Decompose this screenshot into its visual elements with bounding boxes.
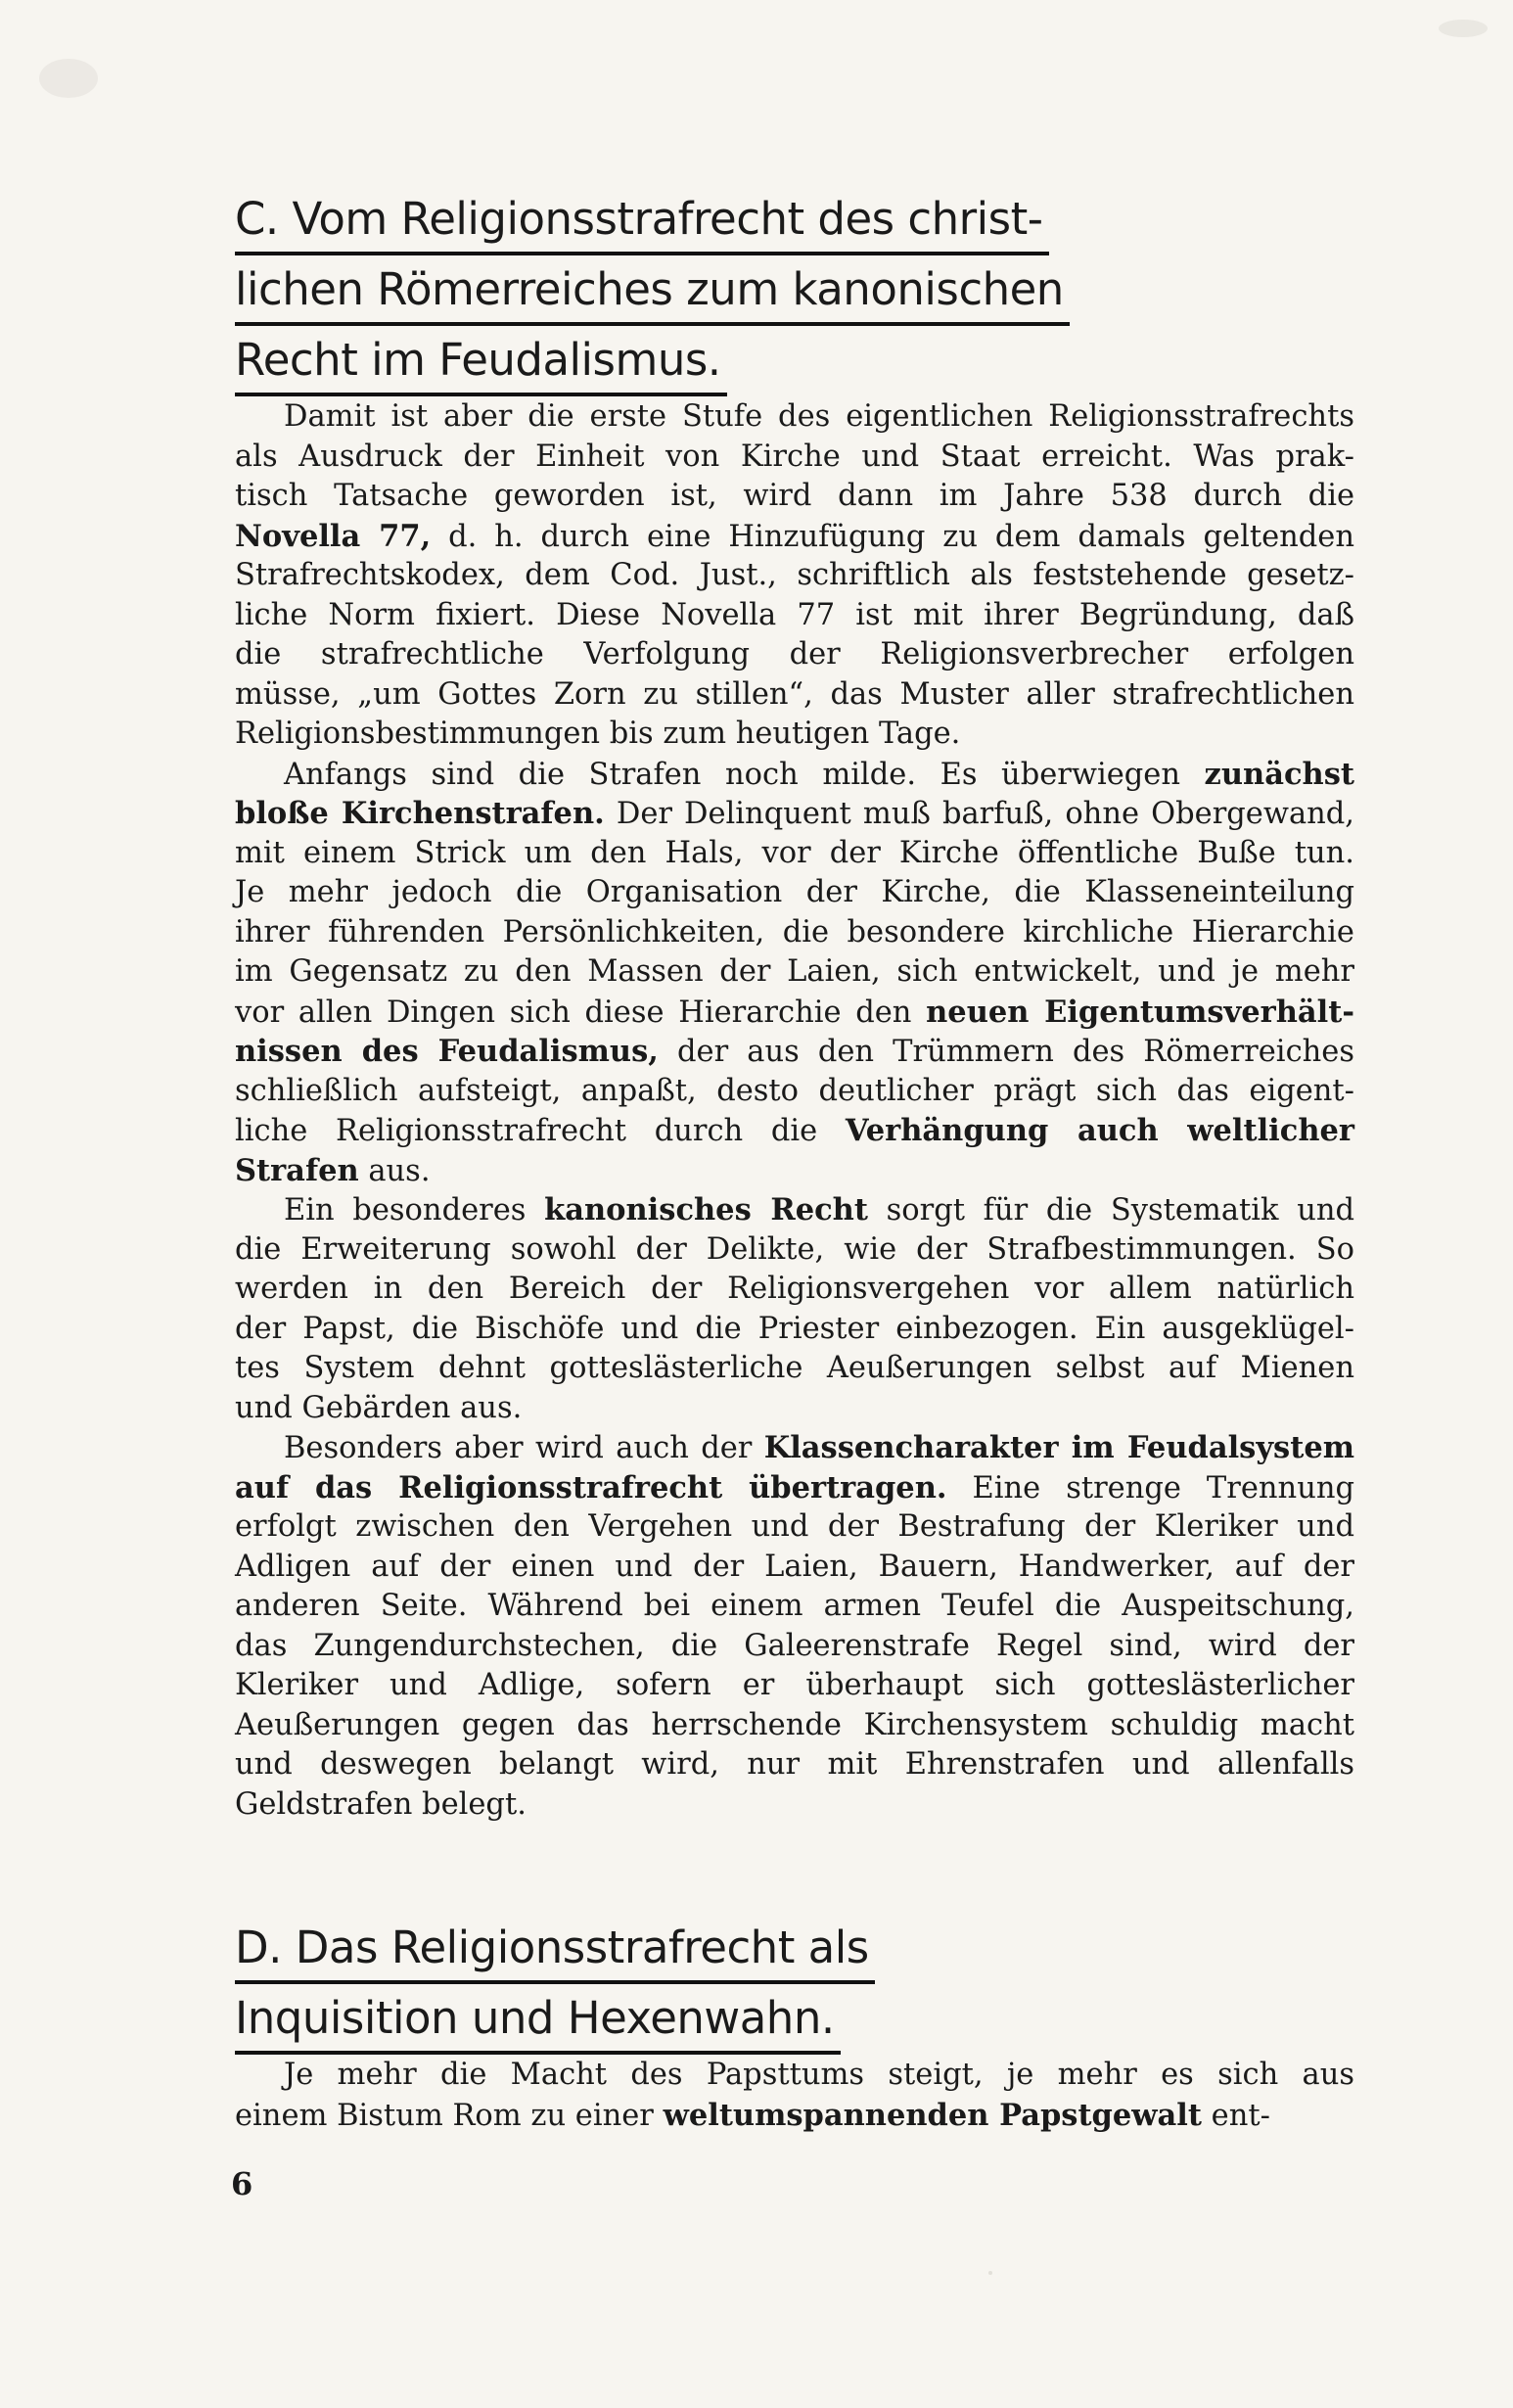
text-line [235,438,1354,478]
text-run: mit einem Strick um den Hals, vor der Kirche öffentliche Buße tun. [235,835,1354,870]
bold-run: neuen Eigentumsverhält- [926,994,1354,1030]
text-run: der Papst, die Bischöfe und die Priester einbezogen. Ein ausgeklügel- [235,1311,1354,1346]
text-line [235,913,1354,953]
text-line [235,1389,1354,1429]
bold-run: auf das Religionsstrafrecht übertragen. [235,1469,947,1505]
text-line [235,1230,1354,1271]
text-run: Strafrechtskodex, dem Cod. Just., schriftlich als feststehende gesetz- [235,558,1354,592]
text-run: einem Bistum Rom zu einer [235,2098,664,2133]
bold-run: zunächst [1204,756,1354,792]
text-run: tisch Tatsache geworden ist, wird dann im Jahre 538 durch die [235,479,1354,513]
text-line [235,1785,1354,1826]
text-run: sorgt für die Systematik und [867,1193,1355,1227]
text-line [235,1072,1354,1112]
text-run: vor allen Dingen sich diese Hierarchie den [235,995,927,1030]
text-line [235,2096,1354,2136]
bold-run: Klassencharakter im Feudalsystem [763,1430,1354,1465]
bold-run: nissen des Feudalismus, [235,1034,659,1069]
text-line [235,596,1354,636]
text-run: Je mehr die Macht des Papsttums steigt, je mehr es sich aus [284,2058,1354,2092]
paragraph [235,1190,1354,1428]
text-line [235,1428,1354,1468]
text-run: und deswegen belangt wird, nur mit Ehrenstrafen und allenfalls [235,1747,1354,1782]
text-run: d. h. durch eine Hinzufügung zu dem damals geltenden [431,519,1354,554]
text-run: Besonders aber wird auch der [284,1431,764,1465]
text-line [235,1745,1354,1785]
text-line [235,1111,1354,1151]
page-number: 6 [231,2165,253,2202]
text-run: schließlich aufsteigt, anpaßt, desto deutlicher prägt sich das eigent- [235,1073,1354,1108]
text-run: Religionsbestimmungen bis zum heutigen Tage. [235,717,961,751]
text-run: erfolgt zwischen den Vergehen und der Bestrafung der Kleriker und [235,1509,1354,1544]
heading-line: Recht im Feudalismus. [235,327,727,396]
heading-line: D. Das Religionsstrafrecht als [235,1915,875,1984]
text-run: tes System dehnt gotteslästerliche Aeußerungen selbst auf Mienen [235,1351,1354,1385]
section-c-body [235,397,1354,1825]
text-run: im Gegensatz zu den Massen der Laien, sich entwickelt, und je mehr [235,954,1354,989]
text-line [235,397,1354,438]
text-run: Anfangs sind die Strafen noch milde. Es überwiegen [284,757,1205,792]
text-run: liche Norm fixiert. Diese Novella 77 ist mit ihrer Begründung, daß [235,597,1354,632]
bold-run: Verhängung auch weltlicher [845,1113,1354,1148]
paragraph [235,397,1354,755]
bold-run: bloße Kirchenstrafen. [235,796,605,831]
text-line [235,755,1354,795]
text-run: die Erweiterung sowohl der Delikte, wie der Strafbestimmungen. So [235,1231,1354,1267]
text-line [235,1507,1354,1548]
text-run: Kleriker und Adlige, sofern er überhaupt sich gotteslästerlicher [235,1668,1354,1702]
text-run: Geldstrafen belegt. [235,1786,527,1822]
text-run: ent- [1201,2098,1270,2133]
text-line [235,1666,1354,1706]
text-run: als Ausdruck der Einheit von Kirche und Staat erreicht. Was prak- [235,439,1354,474]
paragraph [235,755,1354,1191]
section-c-heading [235,186,1070,397]
text-run: Aeußerungen gegen das herrschende Kirchensystem schuldig macht [235,1707,1354,1742]
section-d-body [235,2056,1354,2135]
text-line [235,1548,1354,1588]
text-line [235,556,1354,596]
section-d-heading [235,1915,875,2056]
text-line [235,477,1354,517]
text-run: müsse, „um Gottes Zorn zu stillen“, das Muster aller strafrechtlichen [235,676,1354,712]
text-line [235,952,1354,993]
paper-speck [39,59,98,98]
heading-line: lichen Römerreiches zum kanonischen [235,256,1070,326]
text-line [235,1349,1354,1389]
text-line [235,517,1354,557]
text-run: Adligen auf der einen und der Laien, Bauern, Handwerker, auf der [235,1549,1354,1584]
text-line [235,635,1354,675]
text-run: Damit ist aber die erste Stufe des eigentlichen Religionsstrafrechts [284,399,1354,434]
text-run: die strafrechtliche Verfolgung der Religionsverbrecher erfolgen [235,637,1354,671]
text-line [235,1190,1354,1230]
text-line [235,1627,1354,1667]
text-line [235,1587,1354,1627]
text-run: werden in den Bereich der Religionsvergehen vor allem natürlich [235,1272,1354,1306]
paragraph [235,1428,1354,1825]
bold-run: weltumspannenden Papstgewalt [663,2097,1202,2133]
text-line [235,2056,1354,2096]
text-line [235,794,1354,834]
text-line [235,715,1354,755]
text-line [235,1032,1354,1072]
text-run: der aus den Trümmern des Römerreiches [658,1035,1354,1069]
text-run: liche Religionsstrafrecht durch die [235,1114,846,1148]
text-run: das Zungendurchstechen, die Galeerenstrafe Regel sind, wird der [235,1628,1354,1663]
text-run: ihrer führenden Persönlichkeiten, die besondere kirchliche Hierarchie [235,914,1354,949]
text-run: und Gebärden aus. [235,1390,523,1425]
text-run: Je mehr jedoch die Organisation der Kirche, die Klasseneinteilung [235,875,1354,909]
text-line [235,1151,1354,1191]
text-line [235,675,1354,716]
heading-line: C. Vom Religionsstrafrecht des christ- [235,186,1049,255]
bold-run: kanonisches Recht [544,1192,868,1227]
text-line [235,1310,1354,1350]
text-run: anderen Seite. Während bei einem armen Teufel die Auspeitschung, [235,1589,1354,1623]
bold-run: Novella 77, [235,518,432,554]
text-line [235,1270,1354,1310]
paper-speck [988,2271,992,2275]
text-line [235,993,1354,1033]
paper-speck [1439,20,1488,37]
paragraph [235,2056,1354,2135]
text-run: aus. [358,1153,431,1188]
heading-line: Inquisition und Hexenwahn. [235,1985,841,2055]
text-line [235,834,1354,874]
text-run: Ein besonderes [284,1193,545,1227]
text-run: Der Delinquent muß barfuß, ohne Obergewand, [604,797,1354,831]
text-line [235,1706,1354,1746]
bold-run: Strafen [235,1152,359,1188]
text-line [235,873,1354,913]
text-run: Eine strenge Trennung [946,1470,1355,1505]
text-line [235,1468,1354,1508]
